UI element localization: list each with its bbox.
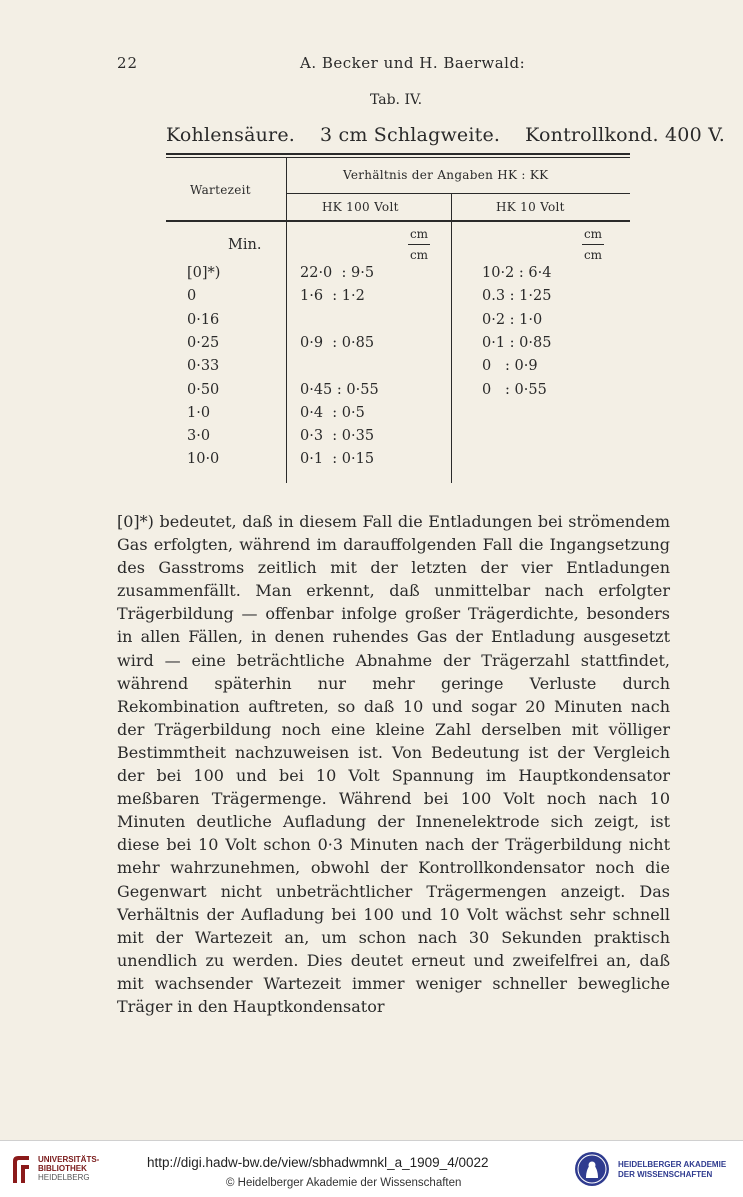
- unit-fraction-hk10: [578, 227, 608, 262]
- footer-bar: [0, 1140, 743, 1197]
- col-header-hk100: HK 100 Volt: [322, 200, 399, 214]
- cell-hk100: 0·4 : 0·5: [300, 404, 365, 421]
- running-title: A. Becker und H. Baerwald:: [300, 54, 526, 72]
- cell-hk100: 22·0 : 9·5: [300, 265, 375, 281]
- body-paragraph-block: [117, 510, 670, 1018]
- table-top-rule-thin: [166, 157, 630, 158]
- unit-denominator: cm: [409, 248, 429, 262]
- cell-hk10: 0 : 0·9: [482, 358, 538, 375]
- cell-hk100: 0·1 : 0·15: [300, 451, 375, 468]
- page-number: 22: [117, 54, 139, 72]
- cell-hk100: 0·9 : 0·85: [300, 334, 375, 351]
- unit-denominator: cm: [583, 248, 603, 262]
- table-label: Tab. IV.: [370, 92, 423, 108]
- fraction-bar: [408, 244, 430, 245]
- cell-hk100: 0·45 : 0·55: [300, 381, 379, 398]
- col-header-group: Verhältnis der Angaben HK : KK: [343, 168, 549, 182]
- cell-wartezeit: 0·50: [187, 381, 220, 398]
- cell-wartezeit: 0·16: [187, 311, 220, 328]
- table-col-divider-2: [451, 194, 452, 483]
- cell-wartezeit: 10·0: [187, 451, 220, 468]
- col-header-wartezeit: Wartezeit: [190, 183, 251, 197]
- cell-wartezeit: 3·0: [187, 428, 211, 445]
- cell-hk10: 0·2 : 1·0: [482, 311, 543, 328]
- cell-hk10: 10·2 : 6·4: [482, 265, 552, 281]
- cell-hk10: 0.3 : 1·25: [482, 288, 552, 305]
- col-header-hk10: HK 10 Volt: [496, 200, 565, 214]
- cell-hk100: 1·6 : 1·2: [300, 288, 365, 305]
- cell-wartezeit: 0·25: [187, 334, 220, 351]
- table-caption: Kohlensäure. 3 cm Schlagweite. Kontrollkond. 400 V.: [166, 124, 725, 146]
- unit-min: Min.: [228, 237, 262, 253]
- cell-wartezeit: 1·0: [187, 404, 211, 421]
- university-library-logo-icon: [10, 1153, 32, 1185]
- cell-wartezeit: 0·33: [187, 358, 220, 375]
- fraction-bar: [582, 244, 604, 245]
- academy-seal-icon: [574, 1151, 610, 1187]
- academy-name: HEIDELBERGER AKADEMIE DER WISSENSCHAFTEN: [618, 1160, 727, 1179]
- running-header: [0, 54, 743, 74]
- copyright-notice: © Heidelberger Akademie der Wissenschaften: [226, 1177, 462, 1189]
- cell-hk100: 0·3 : 0·35: [300, 428, 375, 445]
- cell-wartezeit: [0]*): [187, 265, 221, 281]
- header-bottom-rule: [166, 220, 630, 222]
- unit-numerator: cm: [409, 227, 429, 241]
- document-url-link[interactable]: http://digi.hadw-bw.de/view/sbhadwmnkl_a_1909_4/0022: [147, 1155, 489, 1170]
- cell-wartezeit: 0: [187, 288, 197, 305]
- university-library-name: UNIVERSITÄTS- BIBLIOTHEK HEIDELBERG: [38, 1155, 100, 1182]
- body-paragraph: [0]*) bedeutet, daß in diesem Fall die Entladungen bei strömendem Gas erfolgten, während im darauffolgenden Fall die Ingangsetzung des Gasstroms zeitlich mit der letzten der vier Entladungen zusammenfällt. Man erkennt, daß unmittelbar nach erfolgter Trägerbildung — offenbar infolge großer Trägerdichte, besonders in allen Fällen, in denen ruhendes Gas der Entladung ausgesetzt wird — eine beträchtliche Abnahme der Trägerzahl stattfindet, während späterhin nur mehr geringe Verluste durch Rekombination auftreten, so daß 10 und sogar 20 Minuten nach der Trägerbildung noch eine kleine Zahl derselben mit völliger Bestimmtheit nachzuweisen ist. Von Bedeutung ist der Vergleich der bei 100 und bei 10 Volt Spannung im Hauptkondensator meßbaren Trägermenge. Während bei 100 Volt noch nach 10 Minuten deutliche Aufladung der Innenelektrode sich zeigt, ist diese bei 10 Volt schon 0·3 Minuten nach der Trägerbildung nicht mehr wahrzunehmen, obwohl der Kontrollkondensator noch die Gegenwart nicht unbeträchtlicher Trägermengen anzeigt. Das Verhältnis der Aufladung bei 100 und 10 Volt wächst sehr schnell mit der Wartezeit an, um schon nach 30 Sekunden praktisch unendlich zu werden. Dies deutet erneut und zweifelfrei an, daß mit wachsender Wartezeit immer weniger schneller bewegliche Träger in den Hauptkondensator: [117, 512, 670, 1016]
- cell-hk10: 0·1 : 0·85: [482, 334, 552, 351]
- unit-fraction-hk100: [404, 227, 434, 262]
- table-top-rule-thick: [166, 153, 630, 155]
- unit-numerator: cm: [583, 227, 603, 241]
- table-col-divider-1: [286, 158, 287, 483]
- cell-hk10: 0 : 0·55: [482, 381, 547, 398]
- subheader-rule: [286, 193, 630, 194]
